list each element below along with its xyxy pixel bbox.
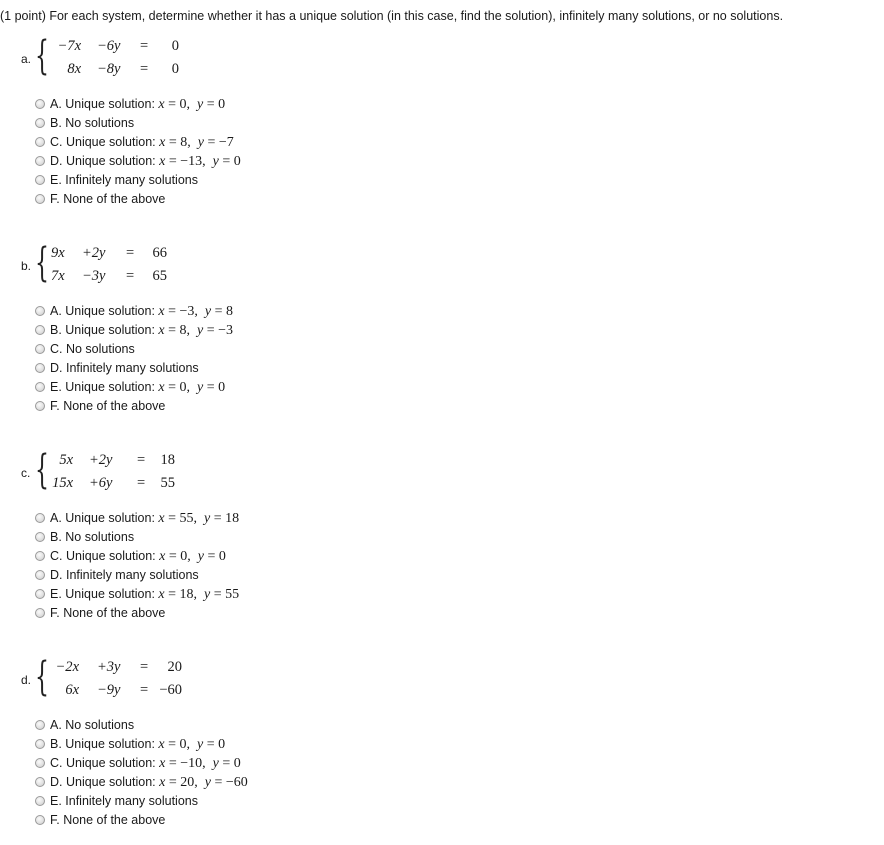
option-text: A. No solutions bbox=[50, 718, 135, 732]
equation-rhs: 0 bbox=[171, 38, 179, 54]
equation-term2: +2y bbox=[89, 452, 113, 468]
option-label bbox=[50, 735, 225, 754]
radio-button[interactable] bbox=[35, 815, 45, 825]
option-math: x = 18, y = 55 bbox=[158, 587, 240, 602]
option-text: E. Infinitely many solutions bbox=[50, 794, 198, 808]
option-math: x = 8, y = −3 bbox=[158, 323, 234, 338]
option-text: A. Unique solution: bbox=[50, 97, 159, 111]
radio-button[interactable] bbox=[35, 306, 45, 316]
radio-button[interactable] bbox=[35, 720, 45, 730]
option-text: E. Unique solution: bbox=[50, 380, 159, 394]
equation-term1: −2x bbox=[55, 659, 79, 675]
system-brace: { bbox=[35, 33, 49, 79]
option-text: C. Unique solution: bbox=[50, 756, 160, 770]
option-math: x = −13, y = 0 bbox=[159, 154, 241, 169]
option-text: F. None of the above bbox=[50, 813, 166, 827]
equation-term1: 7x bbox=[51, 268, 65, 284]
option-text: D. Infinitely many solutions bbox=[50, 361, 199, 375]
option-math: x = 55, y = 18 bbox=[158, 511, 240, 526]
equation-rhs: −60 bbox=[159, 682, 182, 698]
problem-label: b. bbox=[21, 259, 32, 273]
equation-term2: +2y bbox=[82, 245, 106, 261]
option-label bbox=[50, 340, 135, 359]
option-text: D. Infinitely many solutions bbox=[50, 568, 199, 582]
equation-eq: = bbox=[126, 245, 135, 261]
equation-eq: = bbox=[137, 452, 146, 468]
radio-button[interactable] bbox=[35, 118, 45, 128]
option-math: x = −10, y = 0 bbox=[159, 756, 241, 771]
radio-button[interactable] bbox=[35, 513, 45, 523]
equation-rhs: 0 bbox=[171, 61, 179, 77]
option-label bbox=[50, 171, 198, 190]
option-text: F. None of the above bbox=[50, 399, 166, 413]
option-text: E. Infinitely many solutions bbox=[50, 173, 198, 187]
equation-term1: 15x bbox=[52, 475, 73, 491]
option-math: x = 8, y = −7 bbox=[159, 135, 234, 150]
radio-button[interactable] bbox=[35, 589, 45, 599]
option-text: B. No solutions bbox=[50, 116, 135, 130]
option-label bbox=[50, 359, 199, 378]
option-text: D. Unique solution: bbox=[50, 775, 160, 789]
option-label bbox=[50, 604, 165, 623]
equation-eq: = bbox=[140, 61, 149, 77]
system-brace: { bbox=[35, 447, 49, 493]
option-label bbox=[50, 773, 248, 792]
option-math: x = 0, y = 0 bbox=[158, 737, 226, 752]
option-text: C. Unique solution: bbox=[50, 549, 160, 563]
option-math: x = 0, y = 0 bbox=[158, 380, 226, 395]
equation-eq: = bbox=[140, 682, 149, 698]
option-label bbox=[50, 566, 199, 585]
option-label bbox=[50, 811, 165, 830]
option-label bbox=[50, 585, 239, 604]
equation-rhs: 66 bbox=[152, 245, 167, 261]
option-label bbox=[50, 133, 234, 152]
equation-term1: 8x bbox=[67, 61, 81, 77]
equation-rhs: 65 bbox=[152, 268, 167, 284]
radio-button[interactable] bbox=[35, 363, 45, 373]
option-label bbox=[50, 716, 134, 735]
radio-button[interactable] bbox=[35, 551, 45, 561]
problem-label: d. bbox=[21, 673, 32, 687]
radio-button[interactable] bbox=[35, 99, 45, 109]
radio-button[interactable] bbox=[35, 194, 45, 204]
option-text: A. Unique solution: bbox=[50, 511, 159, 525]
option-label bbox=[50, 152, 241, 171]
option-label bbox=[50, 528, 134, 547]
radio-button[interactable] bbox=[35, 156, 45, 166]
option-label bbox=[50, 321, 233, 340]
radio-button[interactable] bbox=[35, 325, 45, 335]
equation-term2: +3y bbox=[97, 659, 121, 675]
option-label bbox=[50, 754, 241, 773]
problem-label: c. bbox=[21, 466, 31, 480]
equation-eq: = bbox=[137, 475, 146, 491]
option-label bbox=[50, 378, 225, 397]
option-math: x = 20, y = −60 bbox=[159, 775, 248, 790]
option-text: C. Unique solution: bbox=[50, 135, 160, 149]
option-label bbox=[50, 397, 165, 416]
radio-button[interactable] bbox=[35, 532, 45, 542]
radio-button[interactable] bbox=[35, 175, 45, 185]
radio-button[interactable] bbox=[35, 739, 45, 749]
option-text: D. Unique solution: bbox=[50, 154, 160, 168]
radio-button[interactable] bbox=[35, 777, 45, 787]
equation-term1: 5x bbox=[59, 452, 73, 468]
option-label bbox=[50, 792, 198, 811]
radio-button[interactable] bbox=[35, 382, 45, 392]
radio-button[interactable] bbox=[35, 344, 45, 354]
option-math: x = 0, y = 0 bbox=[159, 549, 226, 564]
radio-button[interactable] bbox=[35, 401, 45, 411]
option-math: x = −3, y = 8 bbox=[158, 304, 234, 319]
problem-label: a. bbox=[21, 52, 32, 66]
equation-term1: 9x bbox=[51, 245, 65, 261]
option-text: F. None of the above bbox=[50, 192, 166, 206]
option-text: B. No solutions bbox=[50, 530, 135, 544]
equation-rhs: 18 bbox=[160, 452, 175, 468]
equation-eq: = bbox=[126, 268, 135, 284]
option-text: F. None of the above bbox=[50, 606, 166, 620]
radio-button[interactable] bbox=[35, 758, 45, 768]
option-math: x = 0, y = 0 bbox=[158, 97, 226, 112]
system-brace: { bbox=[35, 654, 49, 700]
equation-term2: −9y bbox=[97, 682, 121, 698]
equation-rhs: 55 bbox=[160, 475, 175, 491]
option-text: C. No solutions bbox=[50, 342, 135, 356]
equation-eq: = bbox=[140, 659, 149, 675]
option-label bbox=[50, 302, 233, 321]
equation-eq: = bbox=[140, 38, 149, 54]
radio-button[interactable] bbox=[35, 570, 45, 580]
option-label bbox=[50, 114, 134, 133]
option-text: B. Unique solution: bbox=[50, 737, 159, 751]
option-text: A. Unique solution: bbox=[50, 304, 159, 318]
option-label bbox=[50, 95, 225, 114]
radio-button[interactable] bbox=[35, 796, 45, 806]
equation-rhs: 20 bbox=[167, 659, 182, 675]
equation-term1: −7x bbox=[57, 38, 81, 54]
option-text: E. Unique solution: bbox=[50, 587, 159, 601]
problem-intro: (1 point) For each system, determine whether it has a unique solution (in this case, find the solution), infinitely many solutions, or no solutions. bbox=[0, 9, 784, 23]
equation-term2: −3y bbox=[82, 268, 106, 284]
radio-button[interactable] bbox=[35, 608, 45, 618]
option-label bbox=[50, 547, 226, 566]
option-label bbox=[50, 509, 239, 528]
radio-button[interactable] bbox=[35, 137, 45, 147]
equation-term2: −6y bbox=[97, 38, 121, 54]
equation-term2: −8y bbox=[97, 61, 121, 77]
equation-term2: +6y bbox=[89, 475, 113, 491]
option-label bbox=[50, 190, 165, 209]
equation-term1: 6x bbox=[65, 682, 79, 698]
system-brace: { bbox=[35, 240, 49, 286]
option-text: B. Unique solution: bbox=[50, 323, 159, 337]
